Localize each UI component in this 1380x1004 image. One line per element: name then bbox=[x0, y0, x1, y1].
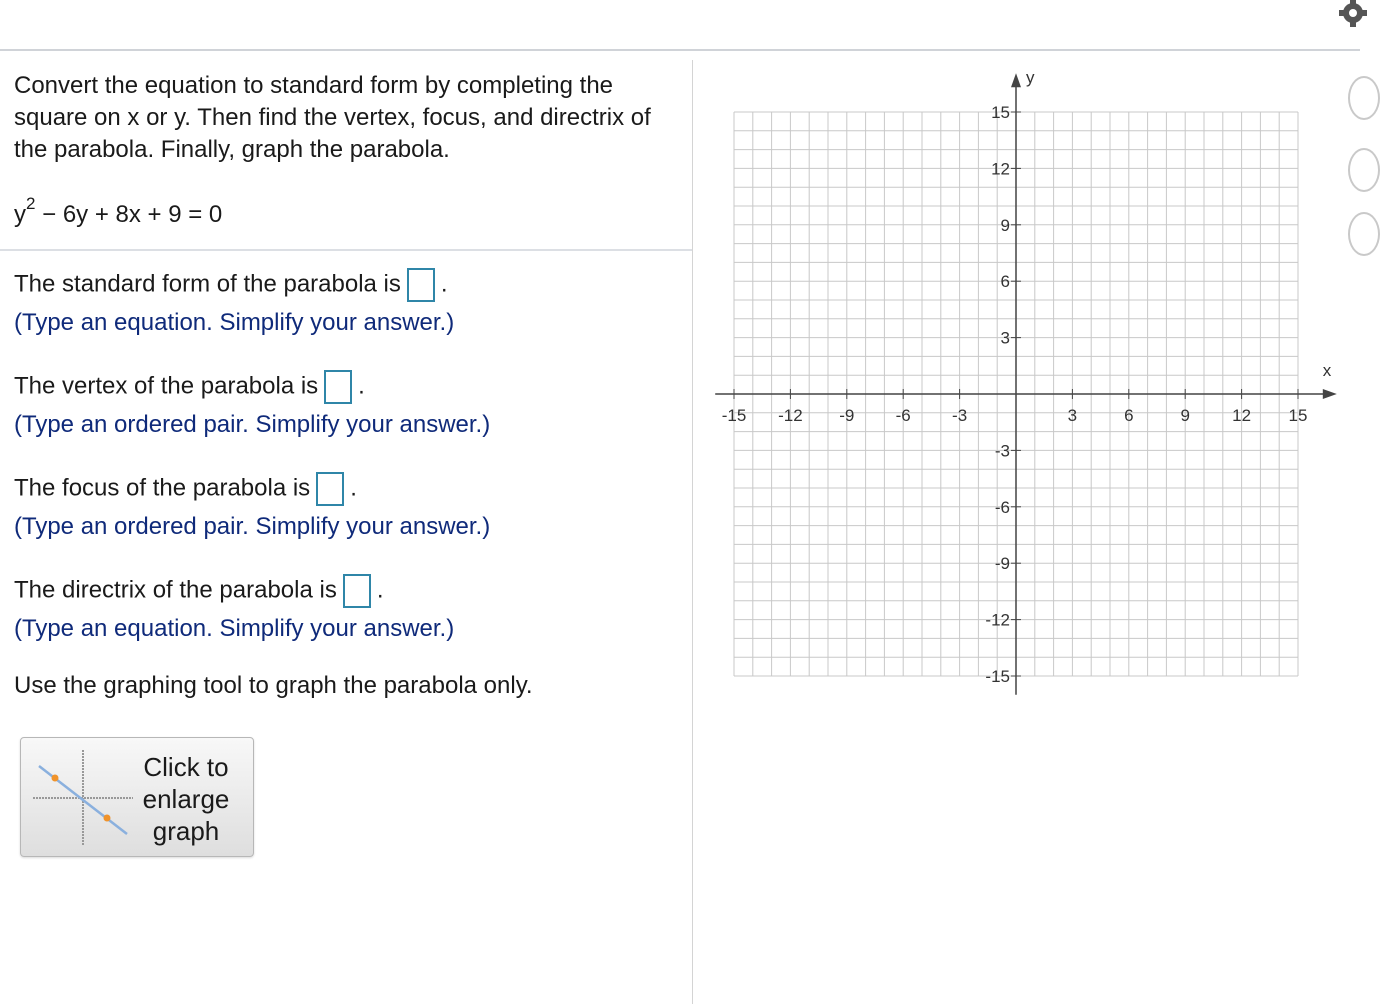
enlarge-button-label bbox=[131, 751, 241, 847]
enlarge-label-line-1: Click to bbox=[143, 752, 229, 782]
standard-form-answer-box[interactable] bbox=[407, 268, 435, 302]
graph-instruction: Use the graphing tool to graph the parabola only. bbox=[14, 672, 533, 699]
x-tick-label: 9 bbox=[1180, 406, 1190, 425]
side-scroll-tab-1[interactable] bbox=[1348, 76, 1380, 120]
y-tick-label: -15 bbox=[985, 667, 1010, 686]
equation-base: y bbox=[14, 201, 26, 228]
y-tick-label: 9 bbox=[1000, 215, 1010, 235]
x-tick-label: -6 bbox=[895, 406, 911, 425]
graph-thumbnail-icon bbox=[33, 750, 133, 846]
standard-form-hint: (Type an equation. Simplify your answer.) bbox=[14, 309, 455, 336]
x-tick-label: 12 bbox=[1232, 406, 1252, 425]
focus-prompt bbox=[14, 472, 357, 506]
equation-rest: − 6y + 8x + 9 = 0 bbox=[35, 201, 223, 228]
side-scroll-tab-3[interactable] bbox=[1348, 212, 1380, 256]
prompt-text: The vertex of the parabola is bbox=[14, 372, 319, 400]
prompt-period: . bbox=[440, 270, 448, 298]
x-axis-arrow bbox=[1323, 389, 1337, 399]
equation-exponent: 2 bbox=[26, 194, 36, 213]
given-equation bbox=[14, 194, 223, 229]
y-tick-label: 6 bbox=[1000, 272, 1010, 292]
directrix-hint: (Type an equation. Simplify your answer.) bbox=[14, 615, 455, 642]
coordinate-graph[interactable] bbox=[721, 68, 1350, 696]
vertex-answer-box[interactable] bbox=[324, 370, 352, 404]
prompt-period: . bbox=[350, 474, 357, 502]
focus-hint: (Type an ordered pair. Simplify your answer.) bbox=[14, 513, 491, 540]
focus-answer-box[interactable] bbox=[316, 472, 344, 506]
y-axis-label: y bbox=[1026, 68, 1035, 88]
question-text: Convert the equation to standard form by completing the square on x or y. Then find the vertex, focus, and directrix of the parabola. Finally, graph the parabola. bbox=[14, 72, 651, 163]
directrix-answer-box[interactable] bbox=[343, 574, 371, 608]
x-tick-label: -3 bbox=[952, 406, 968, 425]
y-tick-label: -9 bbox=[994, 554, 1010, 574]
x-tick-label: -15 bbox=[721, 406, 747, 425]
header-divider bbox=[0, 49, 1360, 51]
prompt-text: The focus of the parabola is bbox=[14, 474, 311, 502]
section-divider bbox=[0, 249, 692, 251]
side-scroll-tab-2[interactable] bbox=[1348, 148, 1380, 192]
y-tick-label: -3 bbox=[994, 441, 1010, 461]
x-tick-label: 15 bbox=[1288, 406, 1308, 425]
x-tick-label: -12 bbox=[778, 406, 803, 425]
gear-icon[interactable] bbox=[1338, 0, 1368, 28]
vertex-prompt bbox=[14, 370, 365, 404]
panel-divider bbox=[692, 60, 693, 1004]
y-tick-label: -6 bbox=[994, 497, 1010, 517]
y-tick-label: -12 bbox=[985, 610, 1010, 630]
vertex-hint: (Type an ordered pair. Simplify your answer.) bbox=[14, 411, 491, 438]
enlarge-label-line-2: enlarge bbox=[142, 784, 230, 814]
x-axis-label: x bbox=[1322, 361, 1332, 380]
prompt-period: . bbox=[376, 576, 384, 604]
y-tick-label: 3 bbox=[1000, 328, 1010, 348]
y-tick-label: 12 bbox=[991, 159, 1010, 179]
y-axis-arrow bbox=[1011, 73, 1021, 87]
x-tick-label: 3 bbox=[1067, 406, 1078, 425]
standard-form-prompt bbox=[14, 268, 448, 302]
x-tick-label: -9 bbox=[839, 406, 855, 425]
enlarge-graph-button[interactable] bbox=[20, 737, 254, 857]
enlarge-label-line-3: graph bbox=[152, 816, 220, 846]
prompt-text: The directrix of the parabola is bbox=[14, 576, 337, 604]
y-tick-label: 15 bbox=[991, 103, 1010, 122]
prompt-period: . bbox=[358, 372, 365, 400]
directrix-prompt bbox=[14, 574, 384, 608]
prompt-text: The standard form of the parabola is bbox=[14, 270, 401, 298]
x-tick-label: 6 bbox=[1124, 406, 1134, 425]
